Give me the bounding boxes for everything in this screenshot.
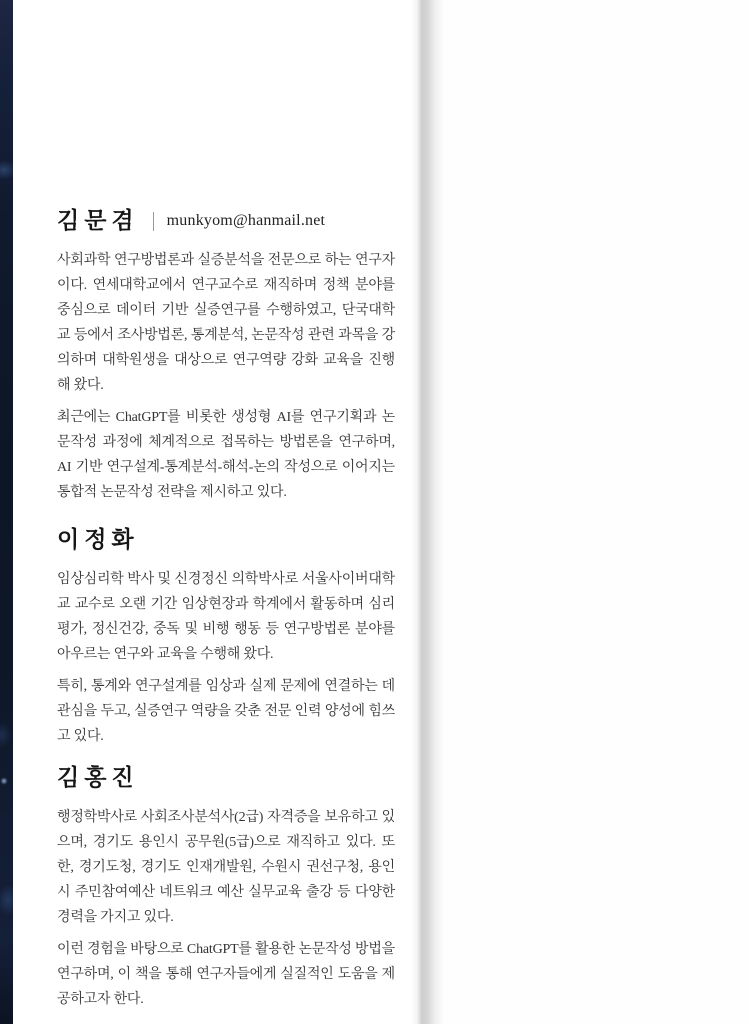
author-email: munkyom@hanmail.net [166, 212, 326, 229]
author-section-kim-munkyom [57, 0, 395, 505]
book-right-page [445, 0, 749, 1024]
author-header [57, 206, 395, 236]
author-section-lee-jeonghwa [57, 525, 395, 749]
author-bio-paragraph: 행정학박사로 사회조사분석사(2급) 자격증을 보유하고 있으며, 경기도 용인시 공무원(5급)으로 재직하고 있다. 또한, 경기도청, 경기도 인재개발원, 수원시 권선구청, 용인시 주민참여예산 네트워크 예산 실무교육 출강 등 다양한 경력을 가지고 있다. [57, 810, 395, 925]
author-name: 김홍진 [57, 765, 139, 790]
author-bio-paragraph: 특히, 통계와 연구설계를 임상과 실제 문제에 연결하는 데 관심을 두고, 실증연구 역량을 갖춘 전문 인력 양성에 힘쓰고 있다. [57, 679, 395, 744]
author-section-kim-hongjin [57, 763, 395, 1012]
book-left-page [13, 0, 425, 1024]
name-email-divider [153, 212, 154, 231]
author-header [57, 763, 395, 793]
author-bio-paragraph: 임상심리학 박사 및 신경정신 의학박사로 서울사이버대학교 교수로 오랜 기간 임상현장과 학계에서 활동하며 심리평가, 정신건강, 중독 및 비행 행동 등 연구방법론 분야를 아우르는 연구와 교육을 수행해 왔다. [57, 572, 395, 662]
author-name: 이정화 [57, 527, 139, 552]
author-bio-paragraph: 사회과학 연구방법론과 실증분석을 전문으로 하는 연구자이다. 연세대학교에서 연구교수로 재직하며 정책 분야를 중심으로 데이터 기반 실증연구를 수행하였고, 단국대학교 등에서 조사방법론, 통계분석, 논문작성 관련 과목을 강의하며 대학원생을 대상으로 연구역량 강화 교육을 진행해 왔다. [57, 253, 395, 393]
author-bio-paragraph: 최근에는 ChatGPT를 비롯한 생성형 AI를 연구기획과 논문작성 과정에 체계적으로 접목하는 방법론을 연구하며, AI 기반 연구설계-통계분석-해석-논의 작성으로 이어지는 통합적 논문작성 전략을 제시하고 있다. [57, 410, 395, 500]
author-bio-paragraph: 이런 경험을 바탕으로 ChatGPT를 활용한 논문작성 방법을 연구하며, 이 책을 통해 연구자들에게 실질적인 도움을 제공하고자 한다. [57, 942, 395, 1007]
book-cover-edge [0, 0, 13, 1024]
author-bios-column [57, 0, 395, 1012]
author-name: 김문겸 [57, 208, 139, 233]
author-header [57, 525, 395, 555]
